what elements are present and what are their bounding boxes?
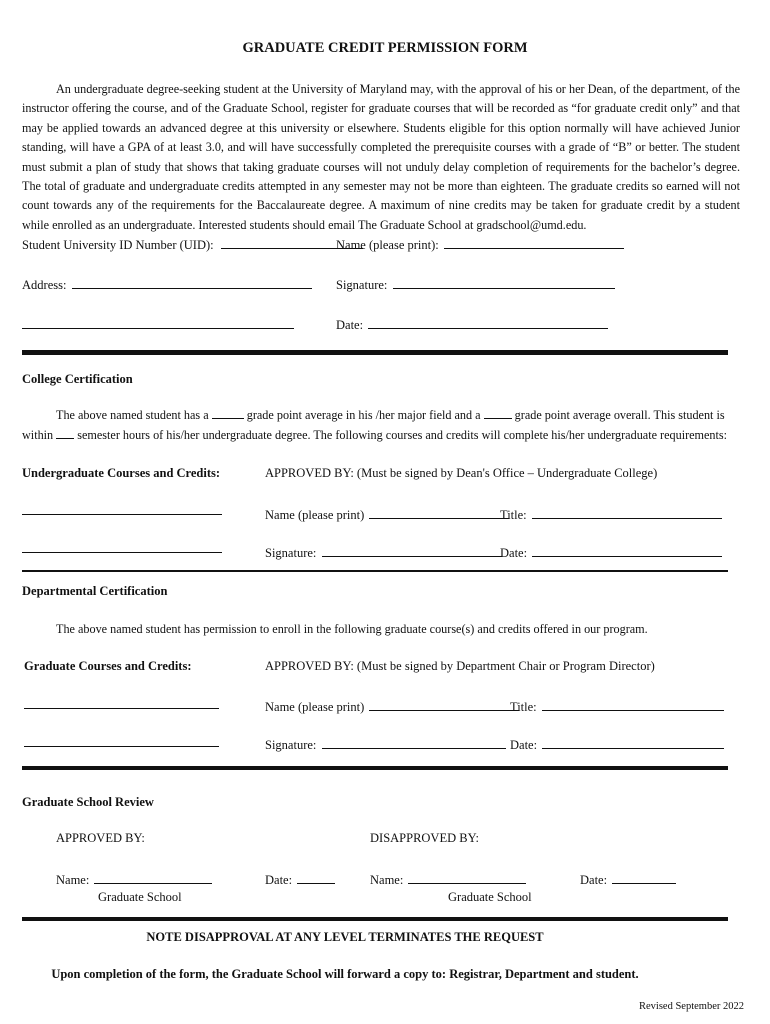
college-heading: College Certification xyxy=(22,372,133,386)
grad-course-line-2-row xyxy=(24,734,219,751)
department-name-label: Name (please print) xyxy=(265,700,365,714)
college-signature-label: Signature: xyxy=(265,546,317,560)
undergrad-course-line-1-row xyxy=(22,502,222,519)
department-signature-label: Signature: xyxy=(265,738,317,752)
college-title-label: Title: xyxy=(500,508,527,522)
address-field-line1[interactable] xyxy=(72,276,312,289)
intro-text: An undergraduate degree-seeking student at the University of Maryland may, with the approval of his or her Dean, of the department, of the instructor offering the course, and of the Graduate School, register for graduate courses that will be recorded as “for graduate credit only” and that may be applied towards an advanced degree at this university or elsewhere. Students eligible for this option normally will have achieved Junior standing, will have a GPA of at least 3.0, and will have successfully completed the prerequisite courses with a grade of “B” or better. The student must submit a plan of study that shows that taking graduate courses will not unduly delay completion of requirements for the bachelor’s degree. The total of graduate and undergraduate credits attempted in any semester may not be more than eighteen. The graduate credits so earned will not count towards any of the requirements for the Baccalaureate degree. A maximum of nine credits may be taken for graduate credit by a student while enrolled as an undergraduate. Interested students should email The Graduate School at gradschool@umd.edu. xyxy=(22,82,740,232)
department-signature-field[interactable] xyxy=(322,736,506,749)
completion-note-text: Upon completion of the form, the Graduate School will forward a copy to: Registrar, Department and student. xyxy=(51,967,639,981)
grad-courses-label: Graduate Courses and Credits: xyxy=(24,659,192,673)
grad-course-line-1-row xyxy=(24,696,219,713)
grad-disapproved-by: DISAPPROVED BY: xyxy=(370,831,479,845)
disapprove-date-row xyxy=(580,871,676,888)
overall-gpa-field[interactable] xyxy=(484,406,512,419)
disapprove-name-label: Name: xyxy=(370,873,404,887)
department-paragraph xyxy=(22,620,732,640)
approve-caption: Graduate School xyxy=(98,890,182,904)
department-date-row xyxy=(510,736,724,753)
college-approved-by: APPROVED BY: (Must be signed by Dean's Office – Undergraduate College) xyxy=(265,466,658,480)
uid-row xyxy=(22,236,363,253)
grad-course-line-1[interactable] xyxy=(24,696,219,709)
student-date-row xyxy=(336,316,608,333)
undergrad-course-line-2[interactable] xyxy=(22,540,222,553)
major-gpa-field[interactable] xyxy=(212,406,244,419)
disapproval-note-text: NOTE DISAPPROVAL AT ANY LEVEL TERMINATES THE REQUEST xyxy=(146,930,544,944)
undergrad-courses-label: Undergraduate Courses and Credits: xyxy=(22,466,221,480)
semester-hours-field[interactable] xyxy=(56,426,74,439)
department-date-field[interactable] xyxy=(542,736,724,749)
grad-approved-by: APPROVED BY: xyxy=(56,831,145,845)
student-signature-row xyxy=(336,276,615,293)
department-date-label: Date: xyxy=(510,738,538,752)
student-signature-label: Signature: xyxy=(336,278,388,292)
college-paragraph xyxy=(22,406,732,445)
college-date-label: Date: xyxy=(500,546,528,560)
department-name-field[interactable] xyxy=(369,698,519,711)
grad-course-line-2[interactable] xyxy=(24,734,219,747)
college-name-row xyxy=(265,506,509,523)
college-date-row xyxy=(500,544,722,561)
department-heading: Departmental Certification xyxy=(22,584,168,598)
grad-school-heading: Graduate School Review xyxy=(22,795,154,809)
undergrad-course-line-2-row xyxy=(22,540,222,557)
approve-date-row xyxy=(265,871,335,888)
college-date-field[interactable] xyxy=(532,544,722,557)
address-row xyxy=(22,276,312,293)
student-name-field[interactable] xyxy=(444,236,624,249)
intro-paragraph xyxy=(22,80,740,235)
divider-thick-1 xyxy=(22,350,728,355)
college-name-label: Name (please print) xyxy=(265,508,365,522)
college-signature-field[interactable] xyxy=(322,544,502,557)
college-title-row xyxy=(500,506,722,523)
divider-thin-1 xyxy=(22,570,728,572)
department-approved-by: APPROVED BY: (Must be signed by Department Chair or Program Director) xyxy=(265,659,655,673)
department-title-label: Title: xyxy=(510,700,537,714)
revised-date: Revised September 2022 xyxy=(639,1001,744,1012)
approve-name-field[interactable] xyxy=(94,871,212,884)
address-line2-row xyxy=(22,316,294,333)
student-date-label: Date: xyxy=(336,318,364,332)
address-label: Address: xyxy=(22,278,67,292)
department-name-row xyxy=(265,698,519,715)
divider-thick-3 xyxy=(22,917,728,921)
department-text: The above named student has permission to enroll in the following graduate course(s) and credits offered in our program. xyxy=(56,622,648,636)
student-name-row xyxy=(336,236,624,253)
department-title-field[interactable] xyxy=(542,698,724,711)
college-title-field[interactable] xyxy=(532,506,722,519)
student-date-field[interactable] xyxy=(368,316,608,329)
address-field-line2[interactable] xyxy=(22,316,294,329)
department-title-row xyxy=(510,698,724,715)
divider-thick-2 xyxy=(22,766,728,770)
college-text-4: semester hours of his/her undergraduate degree. The following courses and credits will complete his/her undergraduate requirements: xyxy=(77,427,728,442)
college-text-1: The above named student has a xyxy=(56,408,209,422)
disapprove-name-field[interactable] xyxy=(408,871,526,884)
college-signature-row xyxy=(265,544,502,561)
department-signature-row xyxy=(265,736,506,753)
approve-date-field[interactable] xyxy=(297,871,335,884)
student-signature-field[interactable] xyxy=(393,276,615,289)
student-name-label: Name (please print): xyxy=(336,238,439,252)
approve-name-row xyxy=(56,871,212,888)
form-title: GRADUATE CREDIT PERMISSION FORM xyxy=(242,40,528,56)
disapprove-date-field[interactable] xyxy=(612,871,676,884)
approve-name-label: Name: xyxy=(56,873,90,887)
disapprove-caption: Graduate School xyxy=(448,890,532,904)
college-text-2: grade point average in his /her major field and a xyxy=(246,408,481,422)
disapproval-note xyxy=(0,930,690,945)
college-text-3: grade point average overall. This student is within xyxy=(22,408,725,442)
disapprove-date-label: Date: xyxy=(580,873,608,887)
completion-note xyxy=(0,967,690,982)
approve-date-label: Date: xyxy=(265,873,293,887)
college-name-field[interactable] xyxy=(369,506,509,519)
undergrad-course-line-1[interactable] xyxy=(22,502,222,515)
uid-label: Student University ID Number (UID): xyxy=(22,238,214,252)
disapprove-name-row xyxy=(370,871,526,888)
